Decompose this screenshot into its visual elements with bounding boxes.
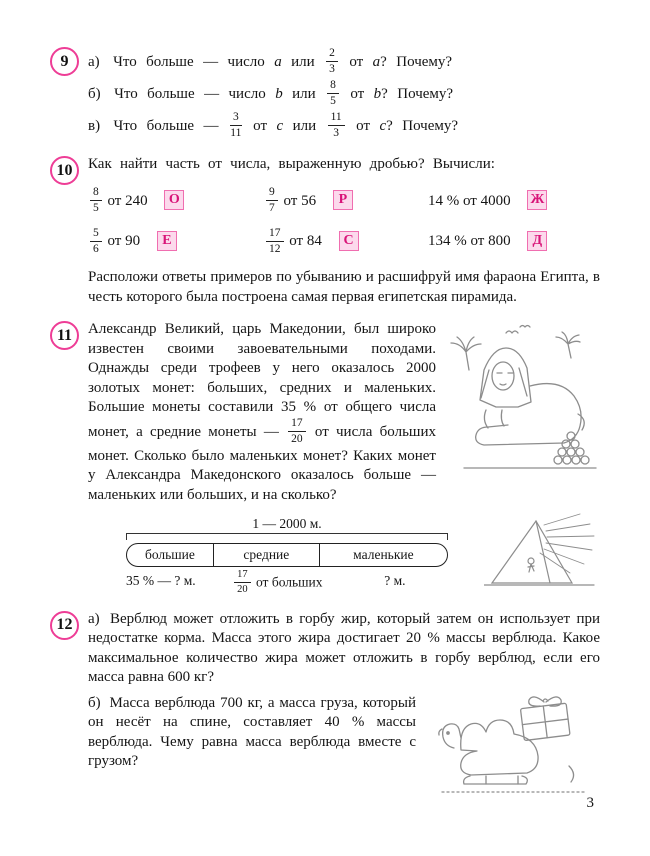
answer-letter-box: О [164, 190, 184, 210]
text-run: ? Почему? [380, 54, 453, 70]
denominator: 5 [93, 201, 99, 214]
answer-letter-box: Р [333, 190, 353, 210]
text-run: Что больше — [113, 118, 219, 134]
variable: b [373, 86, 382, 102]
denominator: 11 [230, 127, 242, 140]
text-run: от [289, 233, 304, 250]
diagram-bracket [126, 533, 448, 540]
exercise-4 [88, 227, 264, 256]
text-run: от [107, 192, 122, 209]
denominator: 12 [269, 242, 281, 255]
exercise-value: 800 [488, 233, 511, 250]
numerator: 5 [90, 227, 102, 242]
numerator: 17 [234, 569, 251, 583]
problem-10-outro: Расположи ответы примеров по убыванию и расшифруй имя фараона Египта, в честь которого была построена самая первая египетская пирамида. [88, 269, 600, 305]
exercise-value: 56 [301, 192, 317, 209]
pyramid-illustration [484, 511, 596, 587]
text-run: от числа больших монет. Сколько было маленьких монет? Каких монет у Александра Македонского оказалось больше — маленьких или больших, и на сколько? [88, 423, 436, 503]
exercise-1 [88, 187, 264, 216]
item-label: б) [88, 86, 101, 102]
denominator: 20 [237, 583, 248, 595]
problem-number-badge: 12 [50, 611, 79, 640]
camel-illustration [424, 690, 600, 802]
numerator: 2 [326, 47, 338, 62]
fraction [264, 186, 280, 215]
text-run: от [107, 233, 122, 250]
denominator: 3 [333, 127, 340, 140]
exercise-value: 90 [125, 233, 141, 250]
diagram-sublabels [126, 570, 448, 597]
problem-12-content [88, 610, 600, 804]
sublabel-large: 35 % — ? м. [126, 573, 196, 589]
coins-diagram-row [88, 515, 600, 597]
text-run: ? Почему? [386, 118, 459, 134]
text-run: от [283, 192, 298, 209]
denominator: 7 [269, 201, 275, 214]
text-run: от [463, 192, 477, 209]
fraction [88, 186, 104, 215]
coins-bar-diagram [126, 515, 448, 597]
numerator: 9 [266, 186, 278, 201]
fraction [88, 227, 104, 256]
problem-9-item-v [88, 110, 600, 142]
text-run: Верблюд может отложить в горбу жир, который затем он использует при недостатке корма. Масса этого жира достигает 20 % массы верблюда. Какое максимальное количество жира может отложить в горбу верблюд, если его масса равна 600 кг? [88, 610, 601, 686]
item-label: а) [88, 54, 100, 70]
text-run: от [350, 86, 365, 102]
text-run: от [470, 233, 485, 250]
fraction [325, 79, 341, 108]
text-run: или [292, 118, 317, 134]
problem-12-item-a [88, 610, 600, 688]
exercise-value: 4000 [480, 192, 511, 209]
item-label: в) [88, 118, 101, 134]
problem-9-item-a [88, 46, 600, 78]
fraction [324, 47, 340, 76]
denominator: 20 [291, 432, 303, 445]
variable: a [372, 54, 381, 70]
numerator: 17 [266, 227, 284, 242]
problem-12 [50, 610, 600, 804]
diagram-bar [126, 543, 448, 567]
problem-12-item-b [88, 694, 600, 772]
percent-value: 14 % [428, 192, 460, 209]
fraction [326, 111, 347, 140]
text-run: ? Почему? [381, 86, 454, 102]
answer-letter-box: Д [527, 231, 547, 251]
segment-large: большие [144, 547, 195, 563]
exercise-grid [88, 187, 600, 257]
problem-9-item-b [88, 78, 600, 110]
sublabel-medium [213, 570, 342, 597]
camel-gift-drawing [424, 690, 600, 802]
text-run: от [356, 118, 370, 134]
item-label: а) [88, 610, 100, 627]
fraction [228, 111, 244, 140]
variable: a [274, 54, 282, 70]
pyramid-drawing [484, 511, 596, 587]
numerator: 8 [90, 186, 102, 201]
numerator: 8 [327, 79, 339, 94]
sublabel-small: ? м. [384, 573, 406, 589]
problem-number-badge: 10 [50, 156, 79, 185]
answer-letter-box: Е [157, 231, 177, 251]
diagram-total-label: 1 — 2000 м. [252, 516, 322, 532]
segment-small: маленькие [319, 544, 447, 566]
exercise-6 [428, 227, 600, 256]
exercise-5 [264, 227, 428, 256]
variable: c [276, 118, 284, 134]
variable: c [379, 118, 387, 134]
fraction [232, 569, 253, 596]
exercise-3 [428, 187, 600, 216]
exercise-value: 84 [306, 233, 322, 250]
exercise-value: 240 [125, 192, 148, 209]
answer-letter-box: Ж [527, 190, 547, 210]
text-run: Александр Великий, царь Македонии, был широко известен своими завоевательными походами. Однажды среди трофеев у него оказалось 2000 золотых монет: больших, средних и маленьких. Большие монеты составили 35 % от общего числа монет, а средние монеты — [88, 321, 436, 440]
fraction [264, 227, 286, 256]
sphinx-coins-drawing [448, 320, 600, 482]
problem-9 [50, 46, 600, 142]
text-run: или [292, 86, 316, 102]
text-run: Что больше — число [114, 86, 266, 102]
denominator: 5 [330, 95, 336, 108]
text-run: Масса верблюда 700 кг, а масса груза, который он несёт на спине, составляет 40 % массы верблюда. Чему равна масса верблюда вместе с грузом? [88, 694, 416, 770]
text-run: или [291, 54, 315, 70]
denominator: 6 [93, 242, 99, 255]
percent-value: 134 % [428, 233, 467, 250]
answer-letter-box: С [339, 231, 359, 251]
text-run: от [349, 54, 364, 70]
text-run: от [253, 118, 268, 134]
variable: b [275, 86, 283, 102]
problem-10 [50, 155, 600, 307]
problem-11-content [88, 320, 600, 596]
item-label: б) [88, 694, 101, 711]
numerator: 17 [288, 417, 306, 432]
text-run: от больших [255, 574, 323, 590]
numerator: 3 [230, 111, 242, 126]
problem-number-badge: 11 [50, 321, 79, 350]
page-number: 3 [586, 795, 594, 811]
exercise-2 [264, 187, 428, 216]
numerator: 11 [328, 111, 345, 126]
text-run: Что больше — число [113, 54, 265, 70]
problem-11 [50, 320, 600, 596]
problem-10-intro: Как найти часть от числа, выраженную дробью? Вычисли: [88, 156, 495, 172]
problem-9-content [88, 46, 600, 142]
denominator: 3 [329, 63, 335, 76]
problem-number-badge: 9 [50, 47, 79, 76]
fraction [286, 417, 308, 446]
problem-10-content [88, 155, 600, 307]
sphinx-illustration [448, 320, 600, 482]
segment-medium: средние [213, 544, 319, 566]
